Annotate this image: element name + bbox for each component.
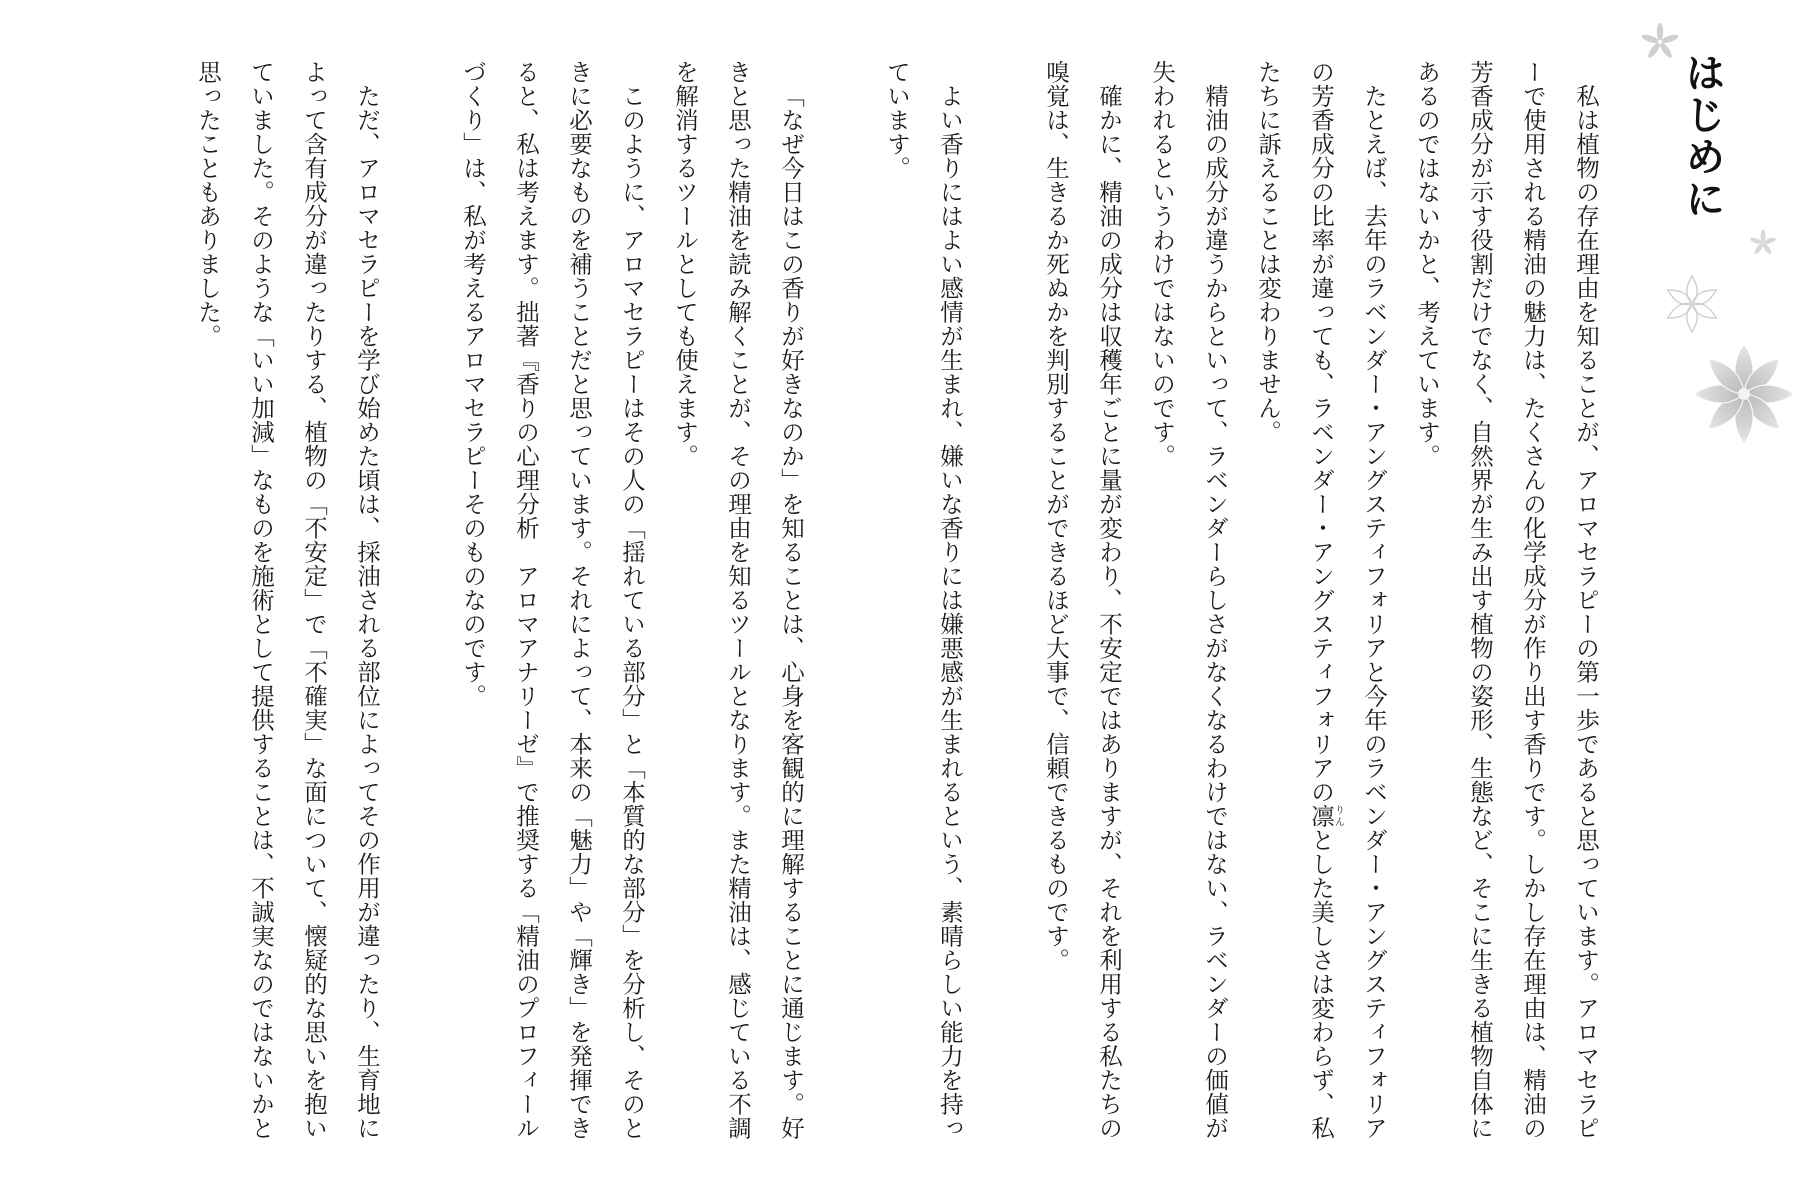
small-flower-icon: [1640, 22, 1680, 62]
paragraph-2-text-after: とした美しさは変わらず、私たちに訴えることは変わりません。: [1254, 60, 1335, 1140]
paragraph-1: 私は植物の存在理由を知ることが、アロマセラピーの第一歩であると思っています。アロマセラピーで使用される精油の魅力は、たくさんの化学成分が作り出す香りです。しかし存在理由は、精油の芳香成分が示す役割だけでなく、自然界が生み出す植物の姿形、生態など、そこに生きる植物自体にあるのではないかと、考えています。: [1413, 60, 1600, 1140]
ruby-reading: りん: [1332, 804, 1344, 828]
paragraph-6: 「なぜ今日はこの香りが好きなのか」を知ることは、心身を客観的に理解することに通じます。好きと思った精油を読み解くことが、その理由を知るツールとなります。また精油は、感じている不調を解消するツールとしても使えます。: [671, 60, 805, 1140]
tiny-flower-icon: [1748, 228, 1778, 258]
paragraph-7: このように、アロマセラピーはその人の「揺れている部分」と「本質的な部分」を分析し、そのときに必要なものを補うことだと思っています。それによって、本来の「魅力」や「輝き」を発揮できると、私は考えます。拙著『香りの心理分析 アロマアナリーゼ』で推奨する「精油のプロフィールづくり」は、私が考えるアロマセラピーそのものなのです。: [459, 60, 646, 1140]
paragraph-5: よい香りにはよい感情が生まれ、嫌いな香りには嫌悪感が生まれるという、素晴らしい能力を持っています。: [883, 60, 964, 1140]
paragraph-4: 確かに、精油の成分は収穫年ごとに量が変わり、不安定ではありますが、それを利用する私たちの嗅覚は、生きるか死ぬかを判別することができるほど大事で、信頼できるものです。: [1042, 60, 1123, 1140]
paragraph-2: [1241, 60, 1400, 1150]
ruby-rin: [1307, 804, 1344, 828]
ruby-base: 凛: [1307, 804, 1335, 828]
outline-flower-icon: [1660, 272, 1724, 336]
large-flower-icon: [1688, 338, 1800, 450]
paragraph-2-text: たとえば、去年のラベンダー・アングスティフォリアと今年のラベンダー・アングスティフォリアの芳香成分の比率が違っても、ラベンダー・アングスティフォリアの: [1307, 60, 1388, 1140]
page-title: はじめに: [1679, 52, 1725, 220]
paragraph-3: 精油の成分が違うからといって、ラベンダーらしさがなくなるわけではない、ラベンダーの価値が失われるというわけではないのです。: [1148, 60, 1229, 1140]
paragraph-8: ただ、アロマセラピーを学び始めた頃は、採油される部位によってその作用が違ったり、生育地によって含有成分が違ったりする、植物の「不安定」で「不確実」な面について、懐疑的な思いを抱いていました。そのような「いい加減」なものを施術として提供することは、不誠実なのではないかと思ったこともありました。: [194, 60, 381, 1140]
body-text: [32, 60, 1612, 1150]
